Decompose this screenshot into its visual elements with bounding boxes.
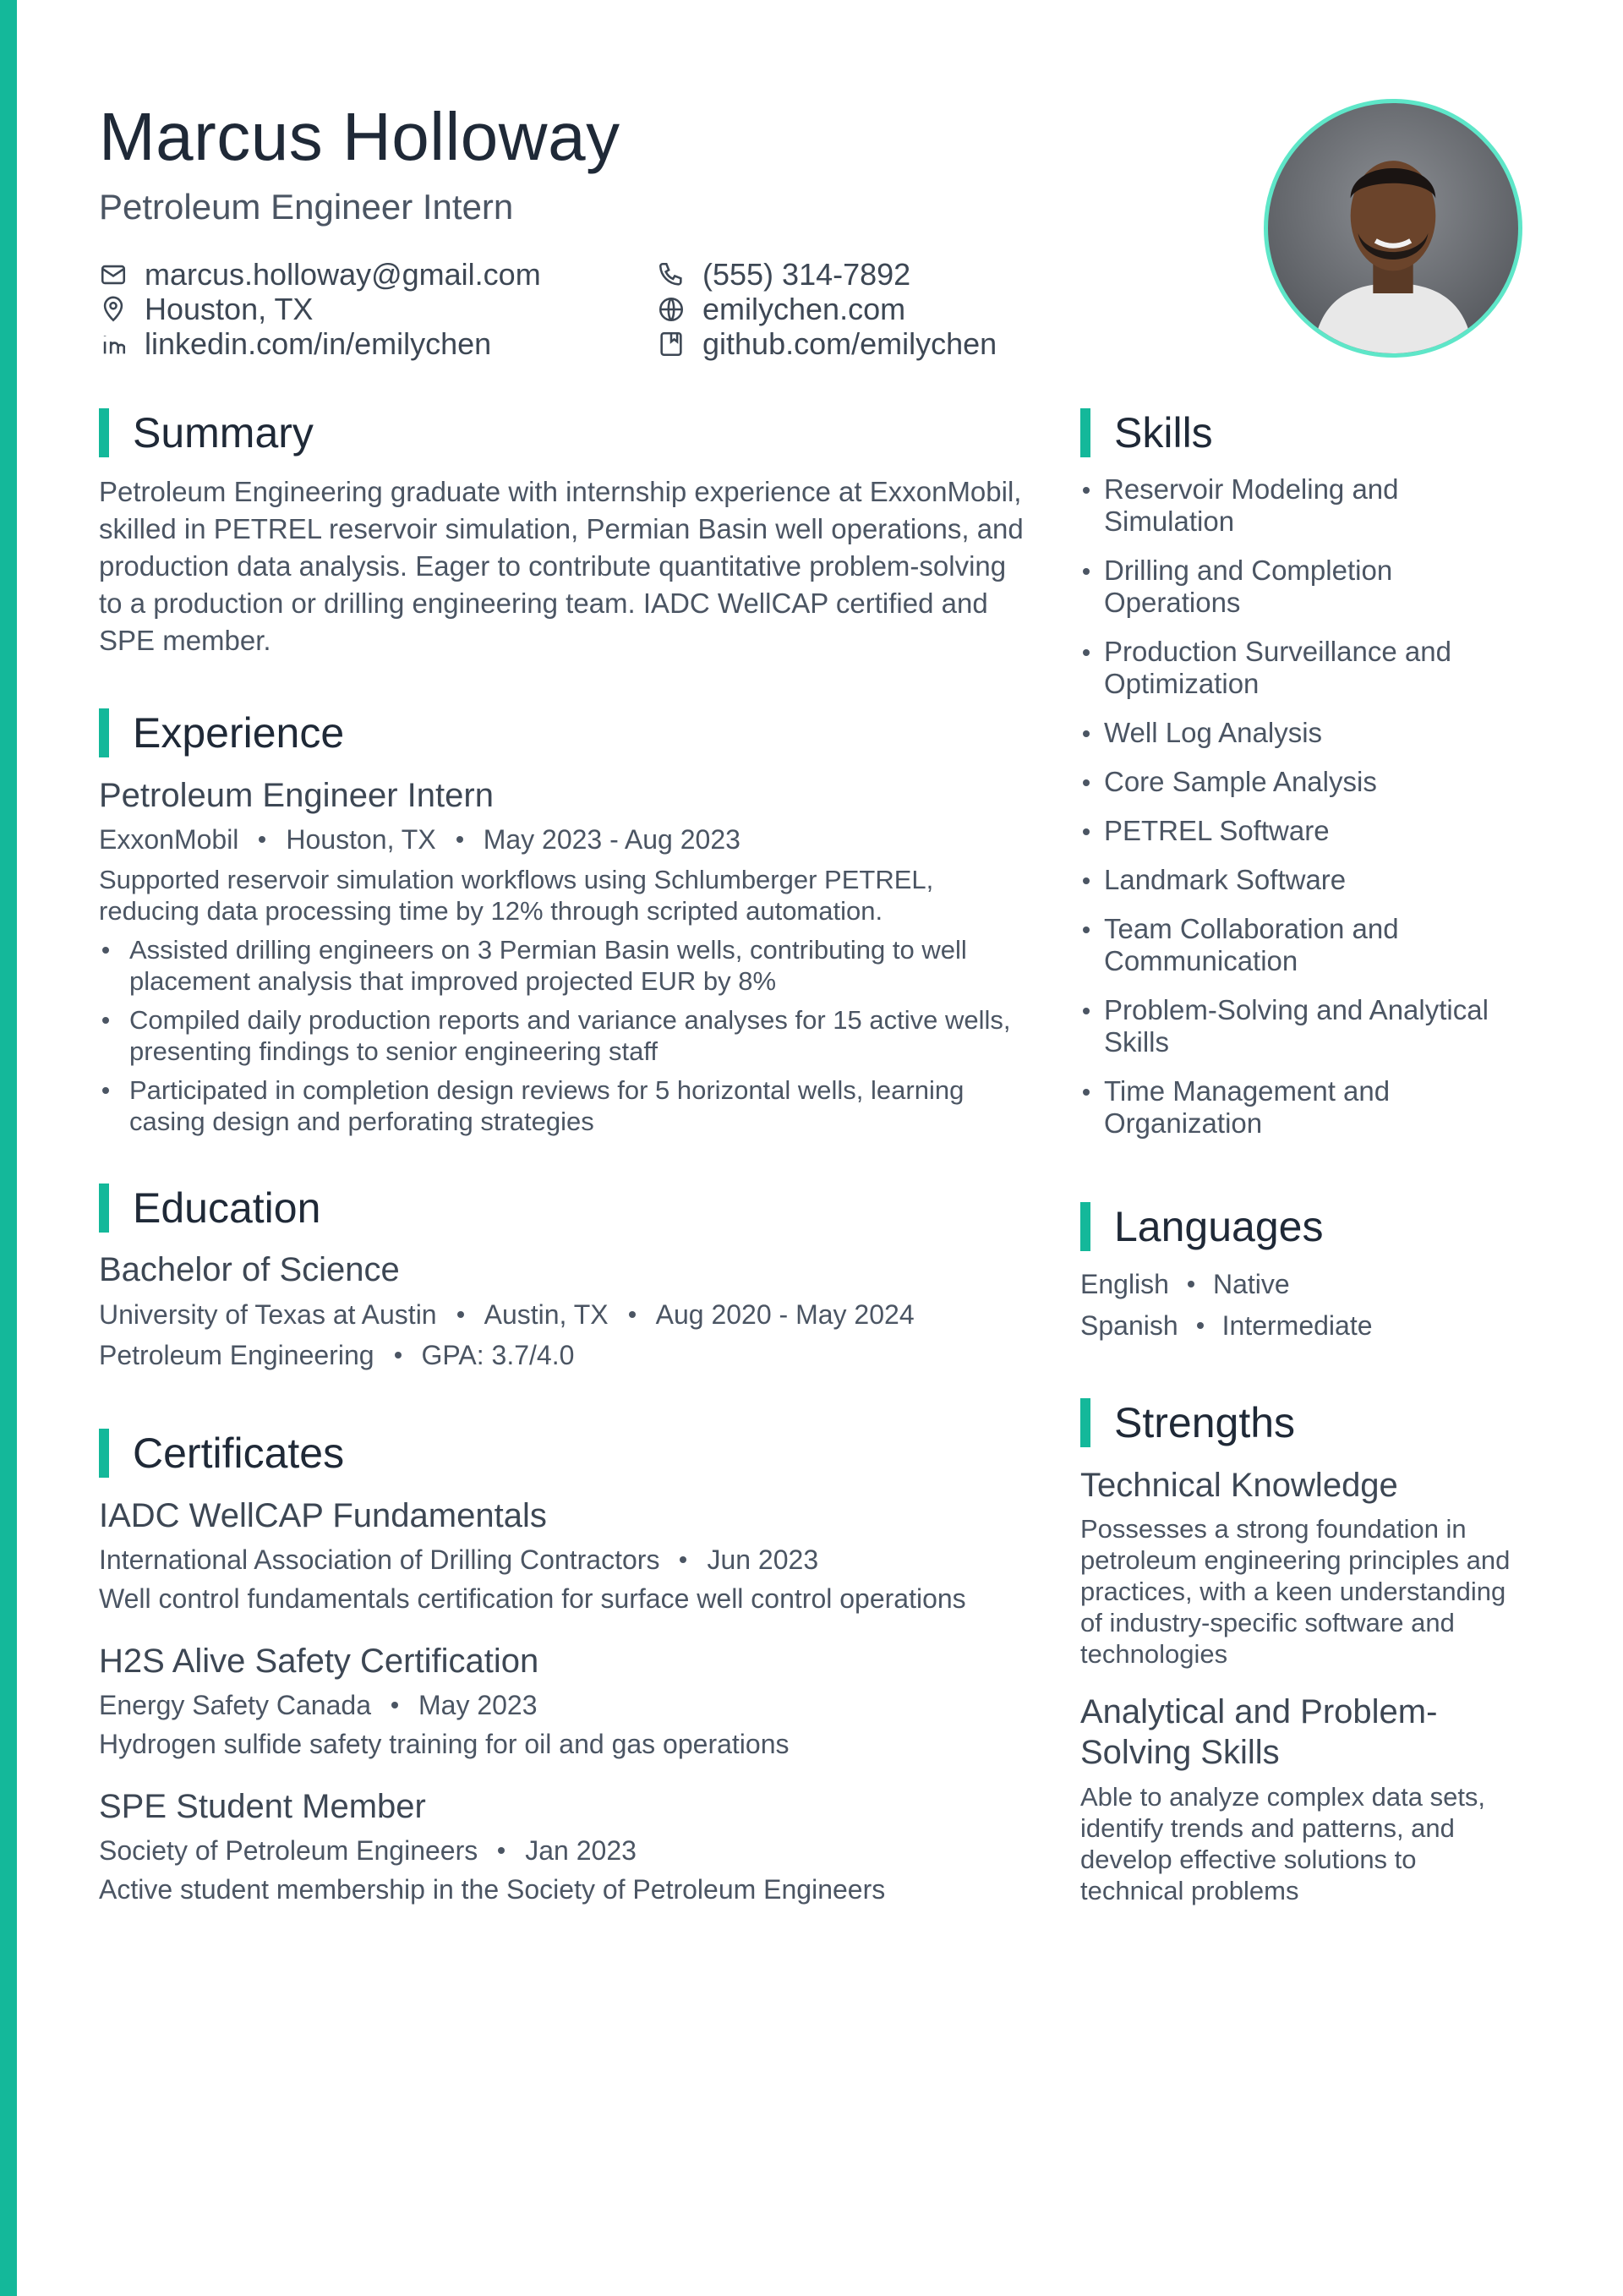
separator-dot (457, 1311, 464, 1318)
section-marker (99, 708, 109, 757)
separator-dot (1188, 1281, 1194, 1287)
skills-heading (1080, 408, 1213, 457)
profile-photo (1264, 99, 1522, 358)
education-dates: Aug 2020 - May 2024 (655, 1299, 915, 1330)
section-marker (99, 1184, 109, 1233)
certificate-meta (99, 1543, 818, 1577)
globe-icon (657, 295, 686, 324)
language-item (1080, 1267, 1290, 1301)
mail-icon (99, 260, 128, 289)
strength-description: Able to analyze complex data sets, identify trends and patterns, and develop effective solutions to technical problems (1080, 1782, 1486, 1905)
certificate-issuer: Energy Safety Canada (99, 1690, 371, 1720)
certificate-issuer: Society of Petroleum Engineers (99, 1835, 478, 1866)
contact-location (99, 292, 313, 327)
language-name: English (1080, 1269, 1169, 1299)
skill-item: Drilling and Completion Operations (1080, 555, 1520, 619)
strength-description: Possesses a strong foundation in petroleum engineering principles and practices, with a keen understanding of industry-specific software and technologies (1080, 1514, 1511, 1669)
education-location: Austin, TX (484, 1299, 609, 1330)
skill-item: Team Collaboration and Communication (1080, 913, 1520, 977)
certificate-name: H2S Alive Safety Certification (99, 1643, 539, 1680)
strength-title: Technical Knowledge (1080, 1467, 1398, 1504)
contact-linkedin-text: linkedin.com/in/emilychen (145, 326, 492, 361)
job-bullets (99, 934, 1029, 1145)
language-level: Intermediate (1221, 1310, 1373, 1341)
skill-item: Reservoir Modeling and Simulation (1080, 473, 1520, 538)
certificate-name: IADC WellCAP Fundamentals (99, 1497, 547, 1534)
contact-github[interactable] (657, 326, 997, 362)
accent-bar (0, 0, 17, 2296)
separator-dot (456, 836, 463, 843)
skill-item: Well Log Analysis (1080, 717, 1520, 749)
certificate-meta (99, 1834, 637, 1867)
job-meta (99, 823, 740, 856)
experience-heading-label: Experience (133, 709, 345, 757)
job-company: ExxonMobil (99, 824, 239, 855)
contact-website[interactable] (657, 292, 905, 327)
language-item (1080, 1309, 1373, 1342)
certificate-meta (99, 1688, 538, 1722)
experience-heading (99, 708, 344, 757)
strengths-heading-label: Strengths (1114, 1399, 1296, 1446)
strengths-heading (1080, 1398, 1295, 1447)
education-degree: Bachelor of Science (99, 1251, 400, 1288)
certificate-date: May 2023 (418, 1690, 538, 1720)
linkedin-icon (99, 330, 128, 358)
job-location: Houston, TX (286, 824, 436, 855)
certificate-description: Well control fundamentals certification for surface well control operations (99, 1583, 966, 1614)
certificate-name: SPE Student Member (99, 1788, 426, 1825)
skill-item: Problem-Solving and Analytical Skills (1080, 994, 1520, 1058)
section-marker (1080, 1202, 1090, 1251)
profile-photo-illustration (1268, 103, 1518, 353)
job-bullet: Participated in completion design reviews for 5 horizontal wells, learning casing design and perforating strategies (99, 1074, 1029, 1137)
education-school: University of Texas at Austin (99, 1299, 437, 1330)
skill-item: Time Management and Organization (1080, 1075, 1520, 1140)
separator-dot (1197, 1322, 1204, 1329)
summary-heading (99, 408, 314, 457)
strength-title: Analytical and Problem-Solving Skills (1080, 1693, 1438, 1771)
summary-heading-label: Summary (133, 409, 314, 456)
separator-dot (259, 836, 265, 843)
job-role: Petroleum Engineer Intern (99, 777, 494, 814)
separator-dot (391, 1702, 398, 1708)
candidate-title: Petroleum Engineer Intern (99, 187, 514, 227)
contact-phone[interactable] (657, 257, 910, 292)
languages-heading (1080, 1202, 1323, 1251)
location-pin-icon (99, 295, 128, 324)
certificate-date: Jan 2023 (525, 1835, 637, 1866)
certificate-description: Hydrogen sulfide safety training for oil and gas operations (99, 1729, 790, 1759)
education-meta-2 (99, 1338, 574, 1372)
phone-icon (657, 260, 686, 289)
certificate-date: Jun 2023 (707, 1544, 819, 1575)
section-marker (99, 1429, 109, 1478)
language-name: Spanish (1080, 1310, 1178, 1341)
job-bullet: Compiled daily production reports and variance analyses for 15 active wells, presenting findings to senior engineering staff (99, 1004, 1029, 1067)
skills-list (1080, 473, 1520, 1156)
separator-dot (395, 1352, 402, 1358)
separator-dot (629, 1311, 636, 1318)
contact-website-text: emilychen.com (702, 292, 906, 326)
job-description: Supported reservoir simulation workflows using Schlumberger PETREL, reducing data processing time by 12% through scripted automation. (99, 865, 934, 926)
separator-dot (680, 1556, 686, 1563)
contact-location-text: Houston, TX (145, 292, 314, 326)
skills-heading-label: Skills (1114, 409, 1213, 456)
skill-item: Landmark Software (1080, 864, 1520, 896)
certificates-heading (99, 1429, 344, 1478)
education-major: Petroleum Engineering (99, 1340, 374, 1370)
skill-item: Core Sample Analysis (1080, 766, 1520, 798)
section-marker (1080, 1398, 1090, 1447)
certificates-heading-label: Certificates (133, 1430, 345, 1477)
skill-item: PETREL Software (1080, 815, 1520, 847)
candidate-name: Marcus Holloway (99, 99, 620, 174)
education-meta (99, 1298, 915, 1331)
section-marker (99, 408, 109, 457)
job-bullet: Assisted drilling engineers on 3 Permian Basin wells, contributing to well placement analysis that improved projected EUR by 8% (99, 934, 1029, 997)
contact-email-text: marcus.holloway@gmail.com (145, 257, 541, 292)
summary-text: Petroleum Engineering graduate with internship experience at ExxonMobil, skilled in PETREL reservoir simulation, Permian Basin well operations, and production data analysis. Eager to contribute quantitative problem-solving to a production or drilling engineering team. IADC WellCAP certified and SPE member. (99, 476, 1024, 656)
education-gpa: GPA: 3.7/4.0 (421, 1340, 575, 1370)
section-marker (1080, 408, 1090, 457)
contact-github-text: github.com/emilychen (702, 326, 997, 361)
contact-email[interactable] (99, 257, 541, 292)
contact-phone-text: (555) 314-7892 (702, 257, 911, 292)
contact-linkedin[interactable] (99, 326, 491, 362)
separator-dot (498, 1847, 505, 1854)
education-heading (99, 1184, 320, 1233)
certificate-description: Active student membership in the Society of Petroleum Engineers (99, 1874, 886, 1905)
education-heading-label: Education (133, 1184, 321, 1232)
job-dates: May 2023 - Aug 2023 (483, 824, 740, 855)
languages-heading-label: Languages (1114, 1203, 1324, 1250)
github-icon (657, 330, 686, 358)
certificate-issuer: International Association of Drilling Contractors (99, 1544, 660, 1575)
language-level: Native (1212, 1269, 1290, 1299)
skill-item: Production Surveillance and Optimization (1080, 636, 1520, 700)
